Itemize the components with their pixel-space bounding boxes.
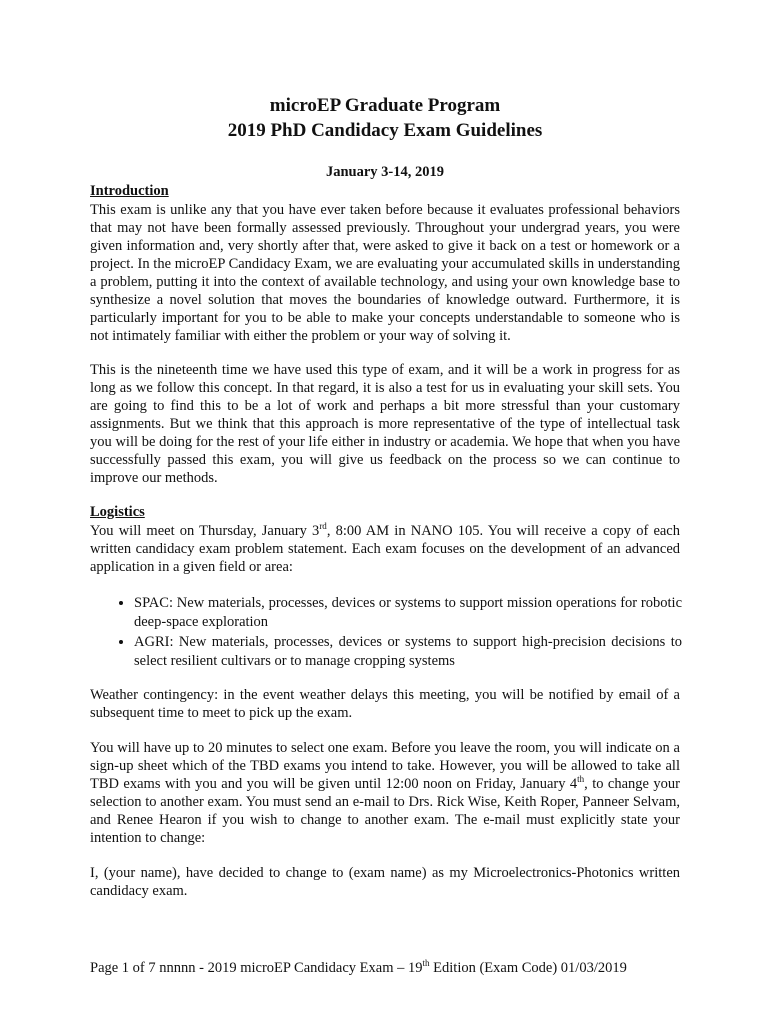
document-title-line2: 2019 PhD Candidacy Exam Guidelines <box>227 120 543 141</box>
logistics-paragraph-3 <box>90 739 680 847</box>
introduction-paragraph-2: This is the nineteenth time we have used this type of exam, and it will be a work in progress for as long as we follow this concept. In that regard, it is also a test for us in evaluating your skill sets. You are going to find this to be a lot of work and perhaps a bit more stressful than your customary assignments. But we think that this approach is more representative of the type of intellectual task you will be doing for the rest of your life either in industry or academia. We hope that when you have successfully passed this exam, you will give us feedback on the process so we can continue to improve our methods. <box>90 362 680 486</box>
introduction-heading: Introduction <box>90 183 169 199</box>
exam-date: January 3-14, 2019 <box>325 164 445 180</box>
introduction-paragraph-1: This exam is unlike any that you have ever taken before because it evaluates professional behaviors that may not have been formally assessed previously. Throughout your undergrad years, you were given information and, very shortly after that, were asked to give it back on a test or homework or a project. In the microEP Candidacy Exam, we are evaluating your accumulated skills in understanding a problem, putting it into the context of available technology, and using your own knowledge base to synthesize a novel solution that moves the boundaries of knowledge outward. Furthermore, it is particularly important for you to be able to make your concepts understandable to someone who is not intimately familiar with either the problem or your way of solving it. <box>90 202 680 344</box>
list-item: • SPAC: New materials, processes, devices or systems to support mission operations for robotic deep-space exploration <box>134 594 682 632</box>
change-statement-paragraph: I, (your name), have decided to change to (exam name) as my Microelectronics-Photonics written candidacy exam. <box>90 865 680 899</box>
footer-text: Page 1 of 7 nnnnn - 2019 microEP Candidacy Exam – 19 <box>90 960 423 976</box>
logistics-p3-sup: th <box>577 774 585 785</box>
logistics-p1-text-cont: , 8:00 AM in NANO 105. You will receive a copy of each written candidacy exam problem statement. Each exam focuses on the development of an advanced application in a given field or area: <box>90 523 680 575</box>
logistics-p3-text-cont: , to change your selection to another exam. You must send an e-mail to Drs. Rick Wise, Keith Roper, Panneer Selvam, and Renee Hearon if you wish to change to another exam. The e-mail must explicitly state your intention to change: <box>90 776 680 846</box>
logistics-p1-sup: rd <box>319 521 327 532</box>
footer-sup: th <box>422 958 430 969</box>
exam-areas-list <box>90 594 682 672</box>
logistics-p3-text: You will have up to 20 minutes to select one exam. Before you leave the room, you will indicate on a sign-up sheet which of the TBD exams you intend to take. However, you will be allowed to take all TBD exams with you and you will be given until 12:00 noon on Friday, January 4 <box>90 740 680 792</box>
logistics-paragraph-1 <box>90 522 680 576</box>
logistics-heading: Logistics <box>90 504 145 520</box>
logistics-p1-text: You will meet on Thursday, January 3 <box>90 523 320 539</box>
page-footer <box>90 960 627 977</box>
footer-text-cont: Edition (Exam Code) 01/03/2019 <box>429 960 627 976</box>
list-item: • AGRI: New materials, processes, devices or systems to support high-precision decisions to select resilient cultivars or to manage cropping systems <box>134 633 682 671</box>
document-title-line1: microEP Graduate Program <box>269 95 501 116</box>
weather-contingency-paragraph: Weather contingency: in the event weather delays this meeting, you will be notified by email of a subsequent time to meet to pick up the exam. <box>90 687 680 721</box>
